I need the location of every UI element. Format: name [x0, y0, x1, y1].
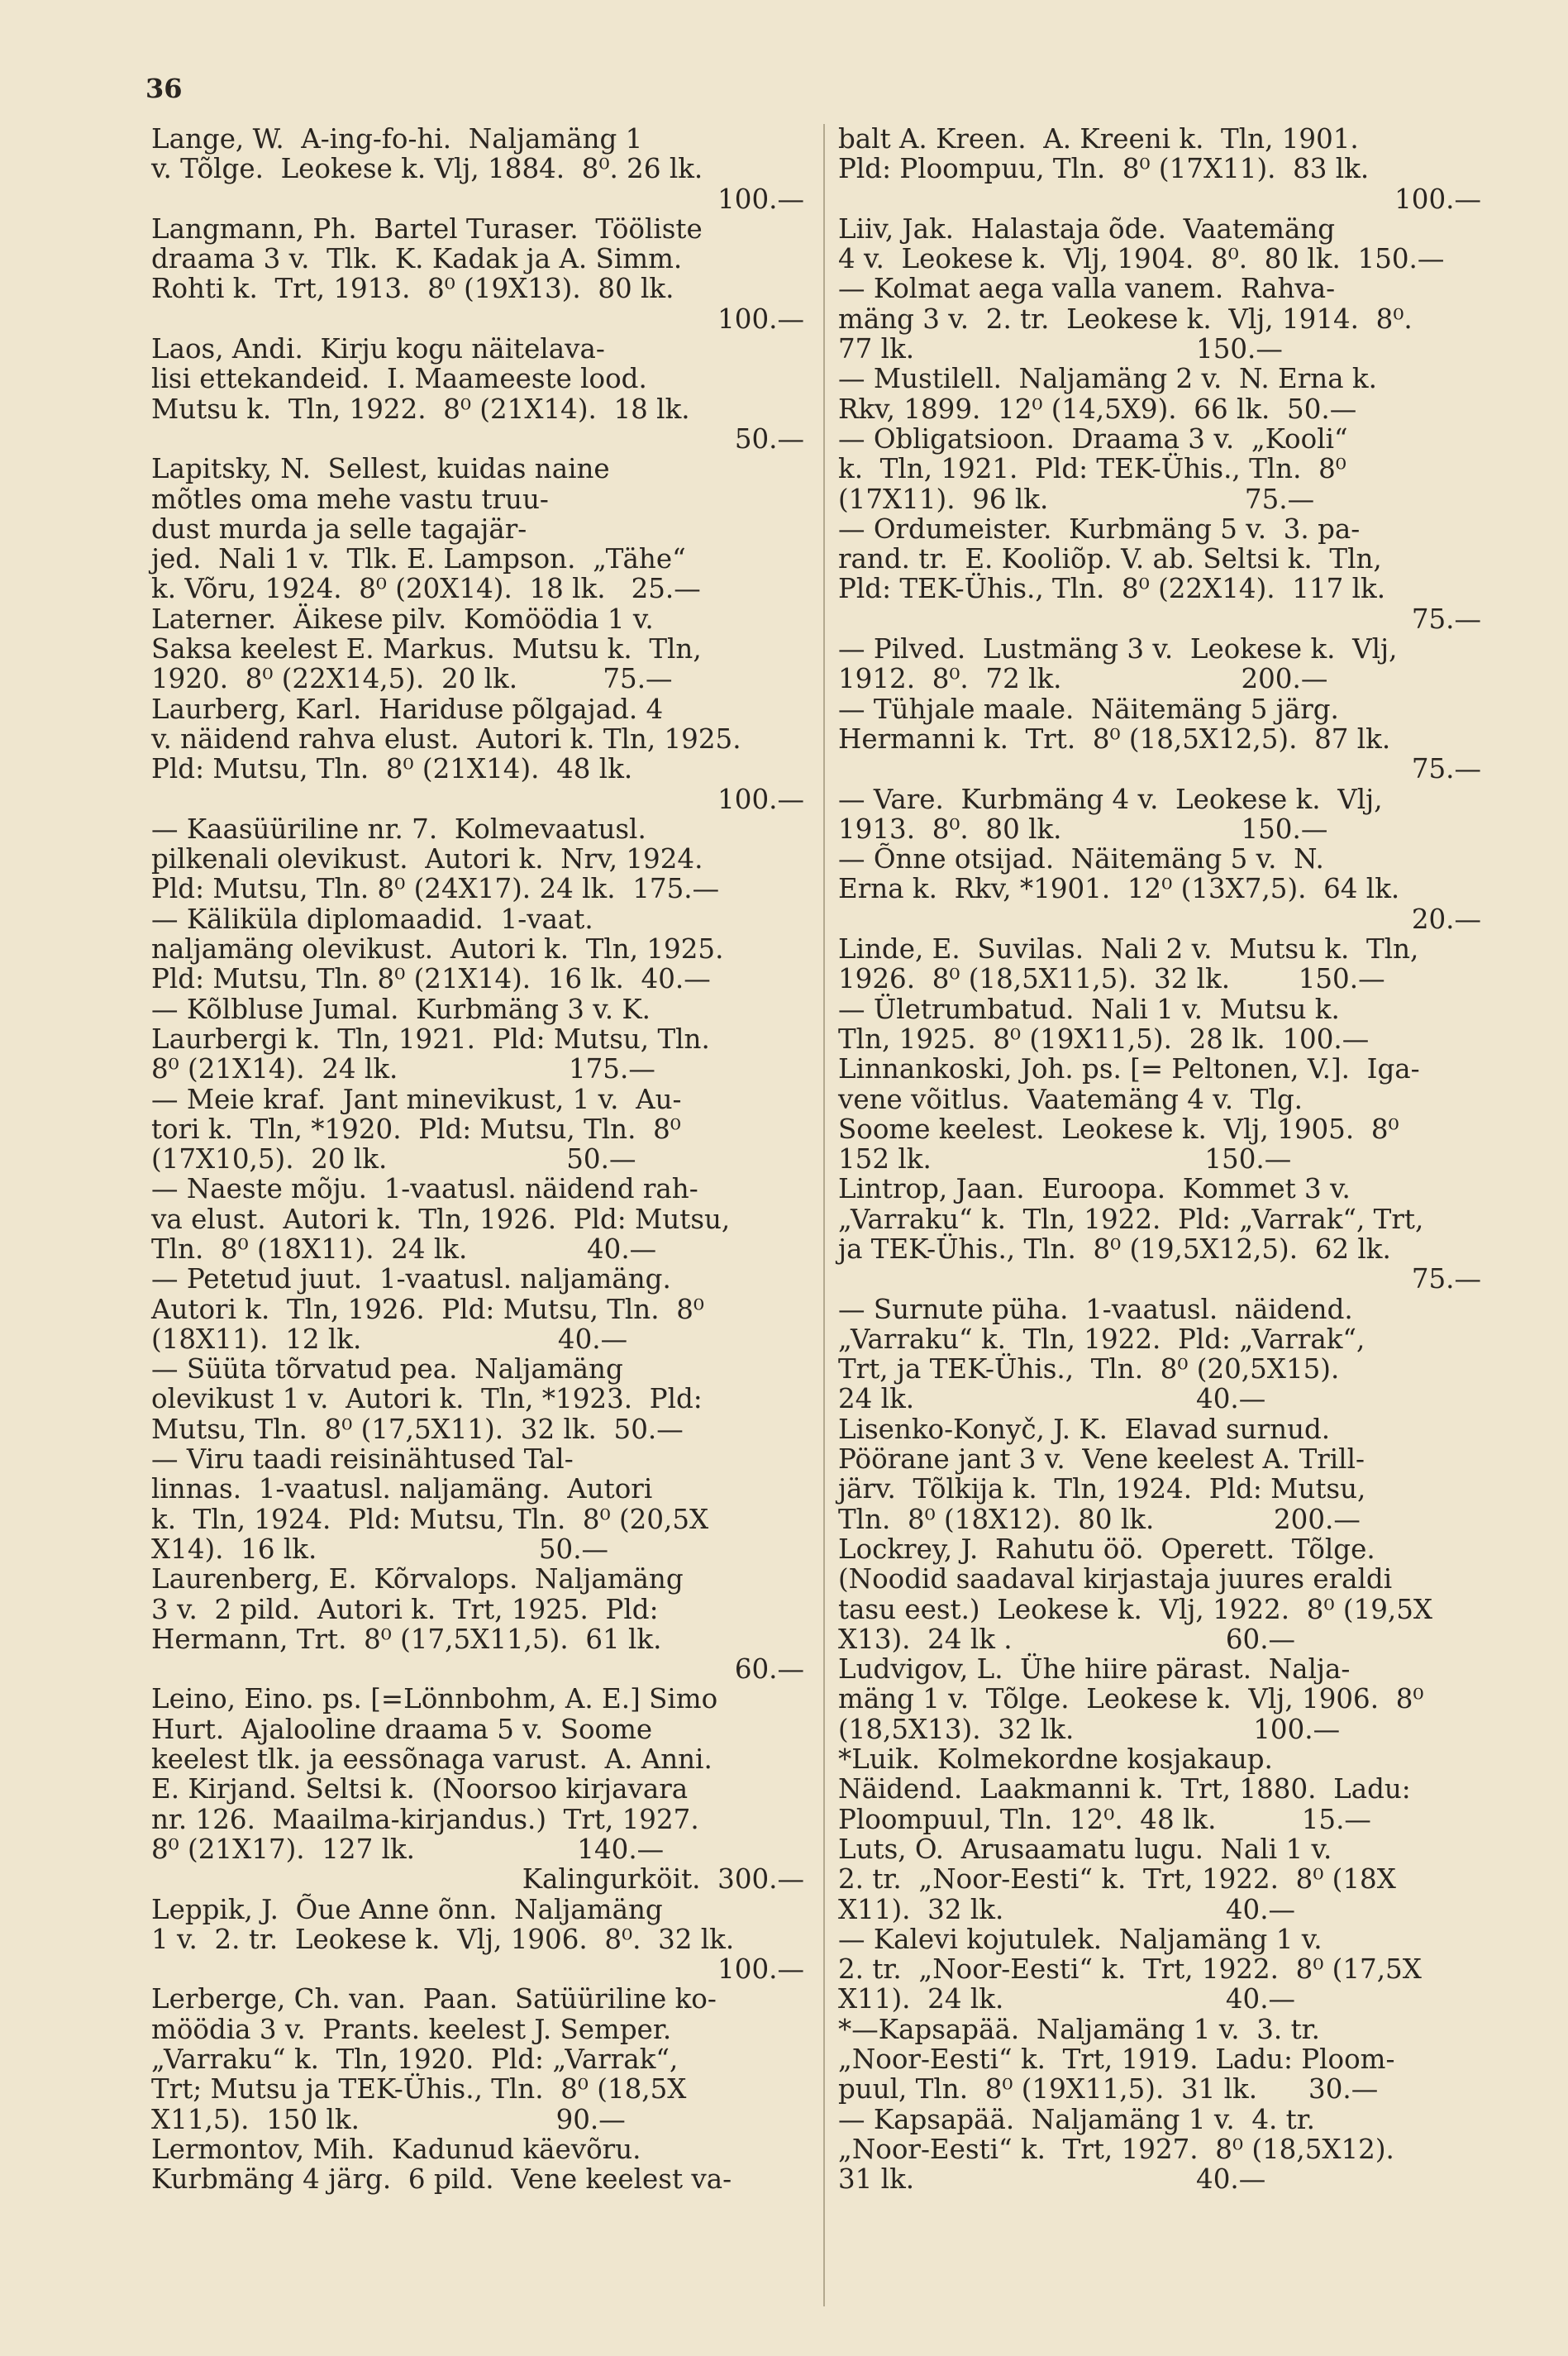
entry-line: Hurt. Ajalooline draama 5 v. Soome — [151, 1713, 653, 1745]
entry-line: Laterner. Äikese pilv. Komöödia 1 v. — [151, 603, 654, 635]
entry-line: Trt; Mutsu ja TEK-Ühis., Tln. 8⁰ (18,5X — [151, 2073, 687, 2106]
entry-line: ja TEK-Ühis., Tln. 8⁰ (19,5X12,5). 62 lk. — [838, 1233, 1391, 1265]
entry-line: 152 lk. 150.— — [838, 1143, 1292, 1176]
catalog-entry — [838, 2105, 1481, 2195]
entry-line: Laos, Andi. Kirju kogu näitelava- — [151, 333, 605, 365]
entry-line: järv. Tõlkija k. Tln, 1924. Pld: Mutsu, — [838, 1473, 1366, 1505]
entry-line: Leppik, J. Õue Anne õnn. Naljamäng — [151, 1893, 663, 1925]
entry-line: 8⁰ (21X17). 127 lk. 140.— — [151, 1833, 665, 1865]
entry-line: olevikust 1 v. Autori k. Tln, *1923. Pld: — [151, 1383, 703, 1415]
catalog-entry — [151, 604, 804, 694]
entry-line: Tln. 8⁰ (18X11). 24 lk. 40.— — [151, 1233, 657, 1265]
entry-line: Rohti k. Trt, 1913. 8⁰ (19X13). 80 lk. — [151, 273, 674, 305]
catalog-entry — [151, 1444, 804, 1564]
entry-line: 2. tr. „Noor-Eesti“ k. Trt, 1922. 8⁰ (17,5X — [838, 1953, 1422, 1986]
catalog-entry — [151, 1564, 804, 1684]
entry-line: X11,5). 150 lk. 90.— — [151, 2103, 626, 2135]
entry-line: Rkv, 1899. 12⁰ (14,5X9). 66 lk. 50.— — [838, 393, 1357, 425]
entry-line: Laurenberg, E. Kõrvalops. Naljamäng — [151, 1563, 684, 1595]
entry-line: 60.— — [734, 1653, 804, 1686]
entry-line: Langmann, Ph. Bartel Turaser. Tööliste — [151, 212, 703, 245]
entry-line: v. näidend rahva elust. Autori k. Tln, 1925. — [151, 723, 741, 755]
entry-line: (18X11). 12 lk. 40.— — [151, 1323, 628, 1355]
catalog-entry — [838, 1534, 1481, 1654]
entry-line: mõtles oma mehe vastu truu- — [151, 483, 549, 515]
entry-line: — Pilved. Lustmäng 3 v. Leokese k. Vlj, — [838, 633, 1398, 665]
entry-line: X11). 24 lk. 40.— — [838, 1983, 1296, 2015]
entry-line: Linnankoski, Joh. ps. [= Peltonen, V.]. Iga- — [838, 1053, 1420, 1085]
entry-line: 50.— — [734, 422, 804, 455]
catalog-entry — [151, 814, 804, 904]
catalog-entry — [838, 1054, 1481, 1174]
entry-line: 1912. 8⁰. 72 lk. 200.— — [838, 663, 1328, 695]
catalog-entry — [838, 844, 1481, 934]
entry-line: Erna k. Rkv, *1901. 12⁰ (13X7,5). 64 lk. — [838, 873, 1400, 905]
entry-line: — Obligatsioon. Draama 3 v. „Kooli“ — [838, 422, 1348, 455]
entry-line: Ludvigov, L. Ühe hiire pärast. Nalja- — [838, 1653, 1351, 1686]
entry-line: X11). 32 lk. 40.— — [838, 1893, 1296, 1925]
entry-line: — Surnute püha. 1-vaatusl. näidend. — [838, 1293, 1353, 1325]
entry-line: Pöörane jant 3 v. Vene keelest A. Trill- — [838, 1443, 1365, 1476]
entry-line: balt A. Kreen. A. Kreeni k. Tln, 1901. — [838, 123, 1359, 155]
entry-line: Pld: Ploompuu, Tln. 8⁰ (17X11). 83 lk. — [838, 153, 1370, 185]
entry-line: 100.— — [1394, 183, 1481, 215]
catalog-entry — [838, 274, 1481, 364]
entry-line: „Varraku“ k. Tln, 1922. Pld: „Varrak“, Trt, — [838, 1203, 1424, 1235]
entry-line: 75.— — [1411, 1263, 1481, 1295]
entry-line: Mutsu k. Tln, 1922. 8⁰ (21X14). 18 lk. — [151, 393, 690, 425]
catalog-entry — [838, 634, 1481, 694]
entry-line: Soome keelest. Leokese k. Vlj, 1905. 8⁰ — [838, 1113, 1399, 1145]
entry-line: Pld: Mutsu, Tln. 8⁰ (21X14). 48 lk. — [151, 753, 633, 785]
entry-line: — Meie kraf. Jant minevikust, 1 v. Au- — [151, 1083, 682, 1115]
entry-line: Lerberge, Ch. van. Paan. Satüüriline ko- — [151, 1983, 717, 2015]
entry-line: — Vare. Kurbmäng 4 v. Leokese k. Vlj, — [838, 783, 1383, 815]
catalog-entry — [151, 1085, 804, 1175]
entry-line: keelest tlk. ja eessõnaga varust. A. Anni. — [151, 1743, 713, 1776]
entry-line: „Noor-Eesti“ k. Trt, 1919. Ladu: Ploom- — [838, 2044, 1395, 2075]
entry-line: va elust. Autori k. Tln, 1926. Pld: Mutsu, — [151, 1203, 731, 1235]
entry-line: Linde, E. Suvilas. Nali 2 v. Mutsu k. Tln, — [838, 933, 1419, 966]
entry-line: Tln, 1925. 8⁰ (19X11,5). 28 lk. 100.— — [838, 1023, 1370, 1055]
entry-line: — Kaasüüriline nr. 7. Kolmevaatusl. — [151, 813, 646, 845]
entry-line: dust murda ja selle tagajär- — [151, 513, 527, 545]
entry-line: Pld: Mutsu, Tln. 8⁰ (21X14). 16 lk. 40.— — [151, 963, 711, 995]
catalog-entry — [151, 214, 804, 334]
entry-line: Leino, Eino. ps. [=Lönnbohm, A. E.] Simo — [151, 1683, 718, 1715]
catalog-entry — [838, 994, 1481, 1055]
catalog-entry — [151, 2134, 804, 2195]
entry-line: — Kõlbluse Jumal. Kurbmäng 3 v. K. — [151, 993, 651, 1025]
entry-line: — Tühjale maale. Näitemäng 5 järg. — [838, 693, 1339, 725]
catalog-entry — [838, 364, 1481, 424]
entry-line: Lange, W. A-ing-fo-hi. Naljamäng 1 — [151, 123, 643, 155]
entry-line: — Ordumeister. Kurbmäng 5 v. 3. pa- — [838, 513, 1361, 545]
entry-line: Kalingurköit. 300.— — [522, 1863, 804, 1896]
entry-line: möödia 3 v. Prants. keelest J. Semper. — [151, 2013, 672, 2045]
entry-line: 31 lk. 40.— — [838, 2163, 1266, 2196]
entry-line: Laurbergi k. Tln, 1921. Pld: Mutsu, Tln. — [151, 1023, 710, 1055]
catalog-entry — [838, 1174, 1481, 1294]
entry-line: 100.— — [717, 183, 804, 215]
entry-line: 1926. 8⁰ (18,5X11,5). 32 lk. 150.— — [838, 963, 1385, 995]
entry-line: nr. 126. Maailma-kirjandus.) Trt, 1927. — [151, 1803, 699, 1835]
entry-line: (17X10,5). 20 lk. 50.— — [151, 1143, 636, 1176]
entry-line: v. Tõlge. Leokese k. Vlj, 1884. 8⁰. 26 lk. — [151, 153, 703, 185]
entry-line: Ploompuul, Tln. 12⁰. 48 lk. 15.— — [838, 1803, 1371, 1835]
entry-line: 3 v. 2 pild. Autori k. Trt, 1925. Pld: — [151, 1593, 659, 1625]
entry-line: linnas. 1-vaatusl. naljamäng. Autori — [151, 1473, 653, 1505]
catalog-entry — [838, 694, 1481, 785]
entry-line: „Varraku“ k. Tln, 1920. Pld: „Varrak“, — [151, 2044, 679, 2075]
catalog-entry — [151, 334, 804, 454]
entry-line: k. Võru, 1924. 8⁰ (20X14). 18 lk. 25.— — [151, 573, 701, 605]
entry-line: Luts, O. Arusaamatu lugu. Nali 1 v. — [838, 1833, 1332, 1865]
catalog-entry — [151, 454, 804, 603]
entry-line: 100.— — [717, 783, 804, 815]
catalog-entry — [151, 1354, 804, 1444]
entry-line: naljamäng olevikust. Autori k. Tln, 1925. — [151, 933, 724, 966]
catalog-entry — [151, 1684, 804, 1894]
entry-line: Trt, ja TEK-Ühis., Tln. 8⁰ (20,5X15). — [838, 1353, 1340, 1385]
entry-line: Lisenko-Konyč, J. K. Elavad surnud. — [838, 1413, 1331, 1445]
entry-line: Autori k. Tln, 1926. Pld: Mutsu, Tln. 8⁰ — [151, 1293, 704, 1325]
entry-line: — Petetud juut. 1-vaatusl. naljamäng. — [151, 1263, 671, 1295]
entry-line: Lapitsky, N. Sellest, kuidas naine — [151, 453, 610, 485]
catalog-entry — [151, 994, 804, 1085]
entry-line: Saksa keelest E. Markus. Mutsu k. Tln, — [151, 633, 702, 665]
entry-line: mäng 3 v. 2. tr. Leokese k. Vlj, 1914. 8⁰. — [838, 303, 1413, 335]
entry-line: — Kolmat aega valla vanem. Rahva- — [838, 273, 1336, 305]
catalog-entry — [838, 1295, 1481, 1414]
entry-line: 8⁰ (21X14). 24 lk. 175.— — [151, 1053, 655, 1085]
entry-line: Mutsu, Tln. 8⁰ (17,5X11). 32 lk. 50.— — [151, 1413, 684, 1445]
catalog-entry — [838, 2015, 1481, 2105]
entry-line: Pld: Mutsu, Tln. 8⁰ (24X17). 24 lk. 175.— — [151, 873, 720, 905]
entry-line: — Ületrumbatud. Nali 1 v. Mutsu k. — [838, 993, 1340, 1025]
catalog-entry — [151, 904, 804, 994]
entry-line: 75.— — [1411, 603, 1481, 635]
entry-line: X14). 16 lk. 50.— — [151, 1533, 609, 1565]
entry-line: — Käliküla diplomaadid. 1-vaat. — [151, 903, 593, 935]
catalog-entry — [151, 1895, 804, 1985]
entry-line: — Naeste mõju. 1-vaatusl. näidend rah- — [151, 1173, 698, 1205]
entry-line: — Süüta tõrvatud pea. Naljamäng — [151, 1353, 623, 1385]
entry-line: 20.— — [1411, 903, 1481, 935]
catalog-entry — [838, 934, 1481, 994]
entry-line: — Kapsapää. Naljamäng 1 v. 4. tr. — [838, 2103, 1316, 2135]
entry-line: 1913. 8⁰. 80 lk. 150.— — [838, 813, 1328, 845]
entry-line: — Õnne otsijad. Näitemäng 5 v. N. — [838, 843, 1324, 875]
catalog-entry — [151, 124, 804, 214]
entry-line: 100.— — [717, 303, 804, 335]
entry-line: vene võitlus. Vaatemäng 4 v. Tlg. — [838, 1083, 1303, 1115]
entry-line: puul, Tln. 8⁰ (19X11,5). 31 lk. 30.— — [838, 2073, 1379, 2106]
entry-line: — Kalevi kojutulek. Naljamäng 1 v. — [838, 1923, 1323, 1955]
entry-line: — Viru taadi reisinähtused Tal- — [151, 1443, 574, 1476]
entry-line: rand. tr. E. Kooliõp. V. ab. Seltsi k. Tln, — [838, 543, 1382, 575]
catalog-entry — [838, 514, 1481, 634]
entry-line: Laurberg, Karl. Hariduse põlgajad. 4 — [151, 693, 664, 725]
entry-line: Lermontov, Mih. Kadunud käevõru. — [151, 2133, 641, 2165]
entry-line: tasu eest.) Leokese k. Vlj, 1922. 8⁰ (19,5X — [838, 1593, 1433, 1625]
entry-line: 77 lk. 150.— — [838, 333, 1283, 365]
catalog-entry — [838, 785, 1481, 845]
entry-line: X13). 24 lk . 60.— — [838, 1623, 1296, 1655]
column-divider — [823, 124, 825, 2306]
catalog-entry — [838, 214, 1481, 274]
entry-line: Kurbmäng 4 järg. 6 pild. Vene keelest va- — [151, 2163, 732, 2196]
entry-line: „Noor-Eesti“ k. Trt, 1927. 8⁰ (18,5X12). — [838, 2133, 1394, 2165]
catalog-entry — [838, 424, 1481, 514]
right-column — [838, 124, 1481, 2194]
entry-line: (17X11). 96 lk. 75.— — [838, 483, 1315, 515]
catalog-entry — [838, 1654, 1481, 1744]
entry-line: 1920. 8⁰ (22X14,5). 20 lk. 75.— — [151, 663, 673, 695]
entry-line: (18,5X13). 32 lk. 100.— — [838, 1713, 1341, 1745]
entry-line: jed. Nali 1 v. Tlk. E. Lampson. „Tähe“ — [151, 543, 686, 575]
entry-line: (Noodid saadaval kirjastaja juures eraldi — [838, 1563, 1393, 1595]
catalog-entry — [838, 1834, 1481, 1924]
entry-line: *Luik. Kolmekordne kosjakaup. — [838, 1743, 1273, 1776]
entry-line: 100.— — [717, 1953, 804, 1986]
entry-line: k. Tln, 1924. Pld: Mutsu, Tln. 8⁰ (20,5X — [151, 1503, 709, 1535]
entry-line: 4 v. Leokese k. Vlj, 1904. 8⁰. 80 lk. 150.— — [838, 243, 1445, 275]
entry-line: E. Kirjand. Seltsi k. (Noorsoo kirjavara — [151, 1773, 689, 1805]
entry-line: mäng 1 v. Tõlge. Leokese k. Vlj, 1906. 8⁰ — [838, 1683, 1424, 1715]
entry-line: tori k. Tln, *1920. Pld: Mutsu, Tln. 8⁰ — [151, 1113, 681, 1145]
catalog-entry — [151, 1264, 804, 1354]
entry-line: Hermann, Trt. 8⁰ (17,5X11,5). 61 lk. — [151, 1623, 662, 1655]
entry-line: „Varraku“ k. Tln, 1922. Pld: „Varrak“, — [838, 1323, 1365, 1355]
entry-line: Pld: TEK-Ühis., Tln. 8⁰ (22X14). 117 lk. — [838, 573, 1386, 605]
catalog-entry — [838, 1744, 1481, 1834]
entry-line: 24 lk. 40.— — [838, 1383, 1266, 1415]
page-number: 36 — [145, 73, 183, 104]
entry-line: 2. tr. „Noor-Eesti“ k. Trt, 1922. 8⁰ (18X — [838, 1863, 1396, 1896]
entry-line: Hermanni k. Trt. 8⁰ (18,5X12,5). 87 lk. — [838, 723, 1391, 755]
catalog-entry — [151, 694, 804, 814]
entry-line: draama 3 v. Tlk. K. Kadak ja A. Simm. — [151, 243, 683, 275]
entry-line: *—Kapsapää. Naljamäng 1 v. 3. tr. — [838, 2013, 1320, 2045]
entry-line: pilkenali olevikust. Autori k. Nrv, 1924. — [151, 843, 703, 875]
entry-line: k. Tln, 1921. Pld: TEK-Ühis., Tln. 8⁰ — [838, 453, 1346, 485]
entry-line: Tln. 8⁰ (18X12). 80 lk. 200.— — [838, 1503, 1361, 1535]
left-column — [151, 124, 804, 2194]
catalog-entry — [151, 1984, 804, 2134]
entry-line: Näidend. Laakmanni k. Trt, 1880. Ladu: — [838, 1773, 1411, 1805]
entry-line: 75.— — [1411, 753, 1481, 785]
catalog-entry — [838, 124, 1481, 214]
catalog-entry — [838, 1414, 1481, 1534]
entry-line: 1 v. 2. tr. Leokese k. Vlj, 1906. 8⁰. 32 lk. — [151, 1923, 735, 1955]
entry-line: Lintrop, Jaan. Euroopa. Kommet 3 v. — [838, 1173, 1351, 1205]
entry-line: — Mustilell. Naljamäng 2 v. N. Erna k. — [838, 363, 1377, 395]
entry-line: lisi ettekandeid. I. Maameeste lood. — [151, 363, 647, 395]
entry-line: Liiv, Jak. Halastaja õde. Vaatemäng — [838, 212, 1336, 245]
catalog-entry — [151, 1174, 804, 1264]
entry-line: Lockrey, J. Rahutu öö. Operett. Tõlge. — [838, 1533, 1375, 1565]
catalog-entry — [838, 1924, 1481, 2015]
